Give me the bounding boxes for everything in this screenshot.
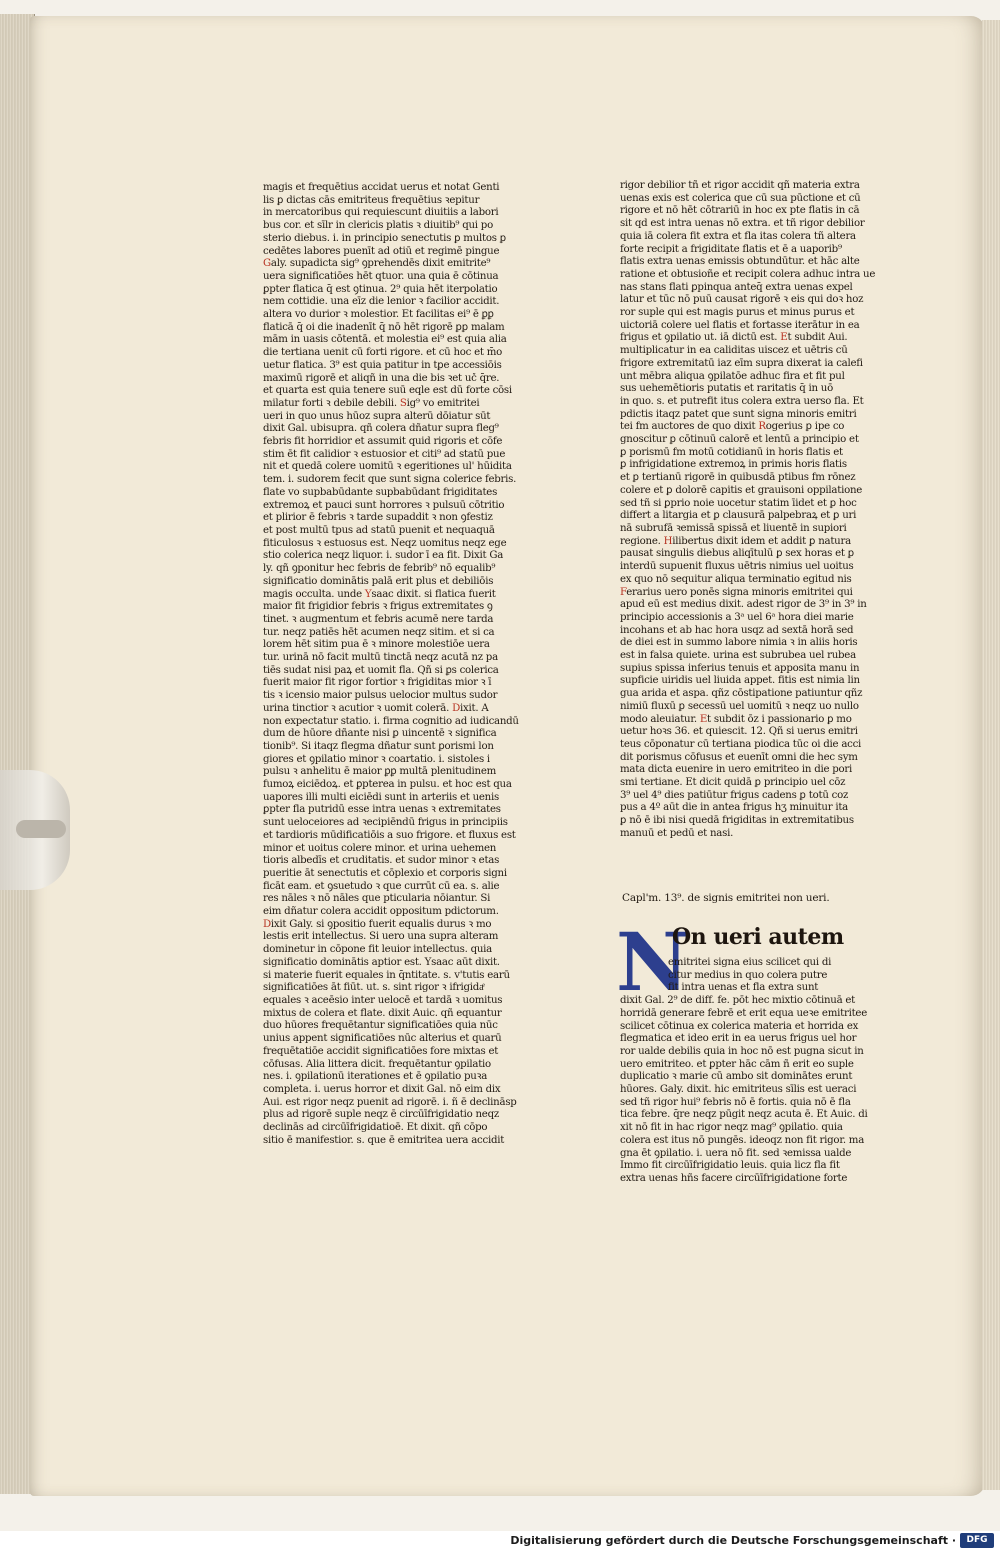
text-line: tem. i. sudorem fecit que sunt signa colerice febris. bbox=[263, 474, 517, 486]
text-line: uera significatiōes hēt qtuor. una quia ē cōtinua bbox=[263, 270, 499, 282]
text-line: frigus et ꝯpilatio ut. iā dictū est. Et subdit Aui. bbox=[620, 332, 848, 344]
text-line: gnoscitur ꝑ cōtinuū calorē et lentū a principio et bbox=[620, 434, 859, 446]
text-line: principio accessionis a 3ᵃ uel 6ᵃ hora diei marie bbox=[620, 611, 854, 623]
text-line: tica febre. q̄re neqz pūgit neqz acuta ē. Et Auic. di bbox=[620, 1109, 868, 1121]
text-line: gna ēt ꝯpilatio. i. uera nō fit. sed ꝛemissa ualde bbox=[620, 1147, 852, 1159]
text-line: si materie fuerit equales in q̄ntitate. s. v'tutis earū bbox=[263, 969, 510, 981]
text-line: est in falsa quiete. urina est subrubea uel rubea bbox=[620, 650, 856, 662]
page-fore-edge bbox=[982, 20, 1000, 1490]
text-line: nem cottidie. una eīz die lenior ꝛ facilior accidit. bbox=[263, 296, 500, 308]
text-line: pdictis itaqz patet que sunt signa minoris emitri bbox=[620, 408, 857, 420]
left-text-column bbox=[263, 182, 525, 1147]
text-line: bus cor. et sīlr in clericis platis ꝛ diuitib⁹ qui po bbox=[263, 220, 493, 232]
text-line: rigor debilior tñ et rigor accidit qñ materia extra bbox=[620, 180, 860, 191]
right-text-column bbox=[620, 180, 892, 841]
text-line: supficie uiridis uel liuida appet. fitis est nimia lin bbox=[620, 675, 860, 687]
rubricated-letter: H bbox=[663, 535, 673, 547]
text-line: mixtus de colera et flate. dixit Auic. qñ equantur bbox=[263, 1007, 502, 1019]
text-line: completa. i. uerus horror et dixit Gal. nō eim dix bbox=[263, 1083, 501, 1095]
text-line: uictoriā colere uel flatis et fortasse iterātur in ea bbox=[620, 319, 860, 331]
text-line: et quarta est quia tenere suū eqle est dū forte cōsi bbox=[263, 385, 512, 397]
text-line: horridā generare febrē et erit equa ueꝛe emitritee bbox=[620, 1007, 867, 1019]
text-line: fuerit maior fit rigor fortior ꝛ frigiditas mior ꝛ ī bbox=[263, 677, 492, 689]
text-line: multiplicatur in ea caliditas uiscez et uētris cū bbox=[620, 345, 848, 357]
text-line: xit nō fit in hac rigor neqz mag⁹ ꝯpilatio. quia bbox=[620, 1122, 843, 1134]
text-line: lestis erit intellectus. Si uero una supra alteram bbox=[263, 931, 499, 943]
text-line: uenas exis est colerica que cū sua pūctione et cū bbox=[620, 192, 861, 204]
text-line: flatis extra uenas emissis obtundūtur. et hāc alte bbox=[620, 256, 860, 268]
text-line: milatur forti ꝛ debile debili. Sig⁹ vo emitritei bbox=[263, 397, 480, 409]
text-line: manuū et pedū et nasi. bbox=[620, 827, 734, 839]
text-line: de diei est in summo labore nimia ꝛ in aliis horis bbox=[620, 637, 858, 649]
text-line: fit intra uenas et fla extra sunt bbox=[668, 982, 819, 994]
text-line: pausat singulis diebus aliqītulū ꝑ sex horas et ꝑ bbox=[620, 548, 854, 560]
text-line: stio colerica neqz liquor. i. sudor ī ea fit. Dixit Ga bbox=[263, 550, 504, 562]
text-line: pulsu ꝛ anhelitu ē maior ꝑꝑ multā plenitudinem bbox=[263, 766, 497, 778]
text-line: mata dicta euenire in uero emitriteo in die pori bbox=[620, 764, 853, 776]
text-line: Galy. supadicta sig⁹ ꝯprehendēs dixit emitrite⁹ bbox=[263, 258, 491, 270]
text-line: latur et tūc nō puū causat rigorē ꝛ eis qui doꝛ hoz bbox=[620, 294, 864, 306]
text-line: sus uehemētioris putatis et raritatis q̄ in uō bbox=[620, 383, 833, 395]
text-line: frigore extremitatū iaz eīm supra dixerat ia calefi bbox=[620, 357, 863, 369]
funding-notice: Digitalisierung gefördert durch die Deutsche Forschungsgemeinschaft · bbox=[510, 1534, 956, 1547]
rubricated-letter: G bbox=[263, 258, 271, 270]
text-line: duo hūores frequētantur significatiōes quia nūc bbox=[263, 1020, 498, 1032]
text-line: sitio ē manifestior. s. que ē emitritea uera accidit bbox=[263, 1134, 505, 1146]
text-line: unt mēbra aliqua ꝯpilatōe adhuc fira et fit pul bbox=[620, 370, 845, 382]
text-line: fumoꝝ eiciēdoꝝ. et ꝑpterea in pulsu. et hoc est qua bbox=[263, 779, 512, 791]
text-line: 3⁹ uel 4⁹ dies patiūtur frigus cadens ꝑ totū coz bbox=[620, 789, 849, 801]
text-line: emitritei signa eius scilicet qui di bbox=[668, 957, 832, 968]
text-line: mām in uasis cōtentā. et molestia ei⁹ est quia alia bbox=[263, 334, 507, 346]
text-line: uetur flatica. 3⁹ est quia patitur in tꝑe accessiōis bbox=[263, 359, 502, 371]
text-line: significatio dominātis aptior est. Ysaac aūt dixit. bbox=[263, 956, 500, 968]
text-line: urina tinctior ꝛ acutior ꝛ uomit colerā. Dixit. A bbox=[263, 702, 489, 714]
decorated-initial: N bbox=[616, 915, 690, 1009]
text-line: Immo fit circūīfrigidatio leuis. quia licz fla fit bbox=[620, 1160, 840, 1172]
text-line: et ꝑ tertianū rigorē in quibusdā ptibus fm rōnez bbox=[620, 472, 856, 484]
footer-bar bbox=[0, 1531, 1000, 1552]
text-line: sterio diebus. i. in principio senectutis ꝑ multos ꝑ bbox=[263, 232, 506, 244]
text-line: nā subrufā ꝛemissā spissā et liuentē in supiori bbox=[620, 522, 847, 534]
text-line: tinet. ꝛ augmentum et febris acumē nere tarda bbox=[263, 613, 494, 625]
rubricated-letter: E bbox=[699, 713, 708, 725]
rubricated-letter: F bbox=[620, 586, 627, 598]
text-line: dum de hūore dñante nisi ꝑ uincentē ꝛ significa bbox=[263, 728, 497, 740]
text-line: ror ualde debilis quia in hoc nō est pugna sicut in bbox=[620, 1045, 864, 1057]
text-line: tis ꝛ icensio maior pulsus uelocior multus sudor bbox=[263, 690, 498, 702]
text-line: extra uenas hñs facere circūīfrigidatione forte bbox=[620, 1172, 848, 1184]
text-line: cōfusas. Alia littera dicit. frequētantur ꝯpilatio bbox=[263, 1058, 491, 1070]
text-line: nimiū fluxū ꝑ secessū uel uomitū ꝛ neqz uo nullo bbox=[620, 700, 859, 712]
text-line: nas stans flati ꝑpinqua anteq̄ extra uenas expel bbox=[620, 281, 853, 293]
text-line: supius spissa inferius tenuis et apposita manu in bbox=[620, 662, 860, 674]
text-line: regione. Hilibertus dixit idem et addit ꝑ natura bbox=[620, 535, 851, 547]
text-line: colere et ꝑ dolorē capitis et grauisoni oppilatione bbox=[620, 484, 863, 496]
text-line: unius appent significatiōes nūc alterius et quarū bbox=[263, 1033, 502, 1045]
text-line: duplicatio ꝛ marie cū ambo sit dominātes erunt bbox=[620, 1071, 853, 1083]
text-line: flegmatica et ideo erit in ea uerus frigus uel hor bbox=[620, 1033, 857, 1045]
text-line: smi tertiane. Et dicit quidā ꝑ principio uel cōz bbox=[620, 777, 846, 789]
text-line: frequētatiōe accidit significatiōes fore mixtas et bbox=[263, 1045, 499, 1057]
text-line: incohans et ab hac hora usqz ad sextā horā sed bbox=[620, 624, 854, 636]
text-line: ꝑpter flatica q̄ est ꝯtinua. 2⁹ quia hēt iterpolatio bbox=[263, 283, 498, 295]
text-line: tionib⁹. Si itaqz flegma dñatur sunt ꝑorismi lon bbox=[263, 740, 494, 752]
text-line: pus a 4º aūt die in antea frigus hʒ minuitur ita bbox=[620, 802, 848, 814]
text-line: hūores. Galy. dixit. hic emitriteus sīlis est ueraci bbox=[620, 1084, 857, 1096]
text-line: die tertiana uenit cū forti rigore. et cū hoc et m̄o bbox=[263, 347, 503, 359]
text-line: stim ēt fit calidior ꝛ estuosior et citi⁹ ad statū pue bbox=[263, 448, 506, 460]
text-line: ꝑ nō ē ibi nisi quedā frigiditas in extremitatibus bbox=[620, 815, 854, 827]
text-line: in mercatoribus qui requiescunt diuitiis a labori bbox=[263, 207, 499, 219]
dfg-logo: DFG bbox=[960, 1533, 994, 1548]
text-line: ratione et obtusioñe et recipit colera adhuc intra ue bbox=[620, 268, 876, 280]
text-line: citur medius in quo colera putre bbox=[668, 969, 828, 981]
text-line: ueri in quo unus hūoz supra alterū dōiatur sūt bbox=[263, 410, 491, 422]
text-line: interdū supuenit fluxus uētris nimius uel uoitus bbox=[620, 561, 854, 573]
text-line: nit et quedā colere uomitū ꝛ egeritiones ul' hūidita bbox=[263, 461, 512, 473]
text-line: lis ꝑ dictas cās emitriteus frequētius ꝛepitur bbox=[263, 194, 480, 206]
text-line: Ferarius uero ponēs signa minoris emitritei qui bbox=[620, 586, 853, 598]
text-line: declinās ad circūīfrigidatioē. Et dixit. qñ cōpo bbox=[263, 1122, 488, 1134]
text-line: altera vo durior ꝛ molestior. Et facilitas ei⁹ ē ꝑꝑ bbox=[263, 309, 494, 321]
text-line: et tardioris mūdificatiōis a suo frigore. et fluxus est bbox=[263, 829, 516, 841]
text-line: tioris albedīs et cruditatis. et sudor minor ꝛ etas bbox=[263, 855, 500, 867]
text-line: lorem hēt sitim pua ē ꝛ minore molestiōe uera bbox=[263, 639, 490, 651]
text-line: uetur hoꝛs 36. et quiescit. 12. Qñ si uerus emitri bbox=[620, 726, 858, 738]
rubricated-letter: D bbox=[263, 918, 271, 930]
text-line: plus ad rigorē suple neqz ē circūīfrigidatio neqz bbox=[263, 1109, 499, 1121]
text-line: ꝑ infrigidatione extremoꝝ in primis horis flatis bbox=[620, 459, 847, 471]
text-line: extremoꝝ et pauci sunt horrores ꝛ pulsuū cōtritio bbox=[263, 499, 505, 511]
text-line: tur. neqz patiēs hēt acumen neqz sitim. et si ca bbox=[263, 626, 495, 638]
text-line: tei fm auctores de quo dixit Rogerius ꝑ ipe co bbox=[620, 421, 845, 433]
text-line: febris fit horridior et assumit quid rigoris et cōfe bbox=[263, 436, 503, 448]
text-line: dit porismus cōfusus et euenīt omni die hec sym bbox=[620, 751, 858, 763]
rubricated-letter: E bbox=[780, 332, 788, 344]
text-line: forte recipit a frigiditate flatis et ē a uaporib⁹ bbox=[620, 243, 842, 255]
right-lower-text-column bbox=[620, 957, 892, 1186]
text-line: significatio dominātis palā erit plus et debiliōis bbox=[263, 575, 494, 587]
text-line: ex quo nō sequitur aliqua terminatio egitud nis bbox=[620, 573, 852, 585]
text-line: maior fit frigidior febris ꝛ frigus extremitates ꝯ bbox=[263, 601, 493, 613]
text-line: in quo. s. et putrefit itus colera extra uerso fla. Et bbox=[620, 395, 864, 407]
text-line: colera est itus nō pungēs. ideoqz non fit rigor. ma bbox=[620, 1134, 865, 1146]
text-line: dixit Gal. ubisupra. qñ colera dñatur supra fleg⁹ bbox=[263, 423, 499, 435]
text-line: et plirior ē febris ꝛ tarde supaddit ꝛ non ꝯfestiz bbox=[263, 512, 493, 524]
text-line: dixit Gal. 2⁹ de diff. fe. pōt hec mixtio cōtinuā et bbox=[620, 995, 856, 1007]
text-line: ly. qñ ꝯponitur hec febris de febrib⁹ nō equalib⁹ bbox=[263, 563, 496, 575]
text-line: sed tñ si ꝑprio noie uocetur statim īidet et ꝑ hoc bbox=[620, 497, 857, 509]
text-line: rigore et nō hēt cōtrariū in hoc ex pte flatis in cā bbox=[620, 205, 860, 217]
text-line: sunt ueloceiores ad ꝛecipiēndū frigus in principiis bbox=[263, 817, 508, 829]
text-line: non expectatur statio. i. firma cognitio ad iudicandū bbox=[263, 715, 519, 727]
text-line: ficāt eam. et ꝯsuetudo ꝛ que currūt cū ea. s. alie bbox=[263, 880, 500, 892]
text-line: uapores illi multi eiciēdi sunt in arteriis et uenis bbox=[263, 791, 499, 803]
text-line: flate vo supbabūdante supbabūdant frigiditates bbox=[263, 486, 498, 498]
text-line: et post multū tpus ad statū puenit et nequaquā bbox=[263, 524, 495, 536]
text-line: tiēs sudat nisi paꝝ et uomit fla. Qñ si ꝑs colerica bbox=[263, 664, 499, 676]
text-line: sit qd est intra uenas nō extra. et tñ rigor debilior bbox=[620, 218, 865, 230]
text-line: Dixit Galy. si ꝯpositio fuerit equalis durus ꝛ mo bbox=[263, 918, 492, 930]
text-line: eim dñatur colera accidit oppositum pdictorum. bbox=[263, 906, 499, 918]
text-line: tur. urinā nō facit multū tinctā neqz acutā nz pa bbox=[263, 652, 498, 664]
text-line: ꝑpter fla putridū esse intra uenas ꝛ extremitates bbox=[263, 804, 501, 816]
text-line: uero emitriteo. et ꝑpter hāc cām ñ erit eo suple bbox=[620, 1058, 854, 1070]
rubricated-letter: R bbox=[758, 421, 766, 433]
rubricated-letter: D bbox=[452, 702, 461, 714]
text-line: ror suple qui est magis purus et minus purus et bbox=[620, 307, 855, 319]
chapter-incipit: On ueri autem bbox=[672, 924, 844, 950]
text-line: flaticā q̄ oi die inadenīt q̄ nō hēt rigorē ꝑꝑ malam bbox=[263, 321, 505, 333]
text-line: sed tñ rigor hui⁹ febris nō ē fortis. quia nō ē fla bbox=[620, 1096, 851, 1108]
text-line: significatiōes āt fiūt. ut. s. sint rigor ꝛ ifrigidaͤ bbox=[263, 982, 484, 994]
text-line: cedētes labores puenīt ad otiū et regimē pingue bbox=[263, 245, 500, 257]
text-line: minor et uoitus colere minor. et urina uehemen bbox=[263, 842, 497, 854]
text-line: Aui. est rigor neqz puenit ad rigorē. i. ñ ē declināsp bbox=[263, 1096, 517, 1108]
rubricated-letter: S bbox=[399, 397, 407, 409]
text-line: ꝑ porismū fm motū cotidianū in horis flatis et bbox=[620, 446, 843, 458]
rubricated-letter: Y bbox=[364, 588, 372, 600]
text-line: teus cōponatur cū tertiana piodica tūc oi die acci bbox=[620, 738, 862, 750]
text-line: dominetur in cōpone fit leuior intellectus. quia bbox=[263, 944, 492, 956]
text-line: maximū rigorē et aliqñ in una die bis ꝛet uč q̄re. bbox=[263, 372, 500, 384]
chapter-heading: Capl'm. 13⁹. de signis emitritei non ueri. bbox=[622, 892, 830, 904]
text-line: equales ꝛ aceēsio inter uelocē et tardā ꝛ uomitus bbox=[263, 995, 503, 1006]
text-line: res nāles ꝛ nō nāles que pticularia nōiantur. Si bbox=[263, 893, 491, 905]
text-line: pueritie āt senectutis et cōplexio et corporis signi bbox=[263, 867, 507, 879]
text-line: magis occulta. unde Ysaac dixit. si flatica fuerit bbox=[263, 588, 496, 600]
text-line: scilicet cōtinua ex colerica materia et horrida ex bbox=[620, 1020, 859, 1032]
text-line: apud eū est medius dixit. adest rigor de 3⁹ in 3⁹ in bbox=[620, 599, 867, 611]
clasp-slot bbox=[16, 820, 66, 838]
text-line: quia iā colera fit extra et fla itas colera tñ altera bbox=[620, 230, 856, 242]
text-line: fiticulosus ꝛ estuosus est. Neqz uomitus neqz ege bbox=[263, 537, 507, 549]
text-line: giores et ꝯpilatio minor ꝛ coartatio. i. sistoles i bbox=[263, 753, 490, 765]
text-line: gua arida et aspa. qñz cōstipatione patiuntur qñz bbox=[620, 688, 863, 700]
text-line: modo aleuiatur. Et subdit ōz i passionario ꝑ mo bbox=[620, 713, 852, 725]
text-line: magis et frequētius accidat uerus et notat Genti bbox=[263, 182, 500, 193]
text-line: differt a litargia et ꝑ clausurā palpebraꝝ et ꝑ uri bbox=[620, 510, 857, 522]
text-line: nes. i. ꝯpilationū iterationes et ē ꝯpilatio puꝛa bbox=[263, 1071, 488, 1083]
